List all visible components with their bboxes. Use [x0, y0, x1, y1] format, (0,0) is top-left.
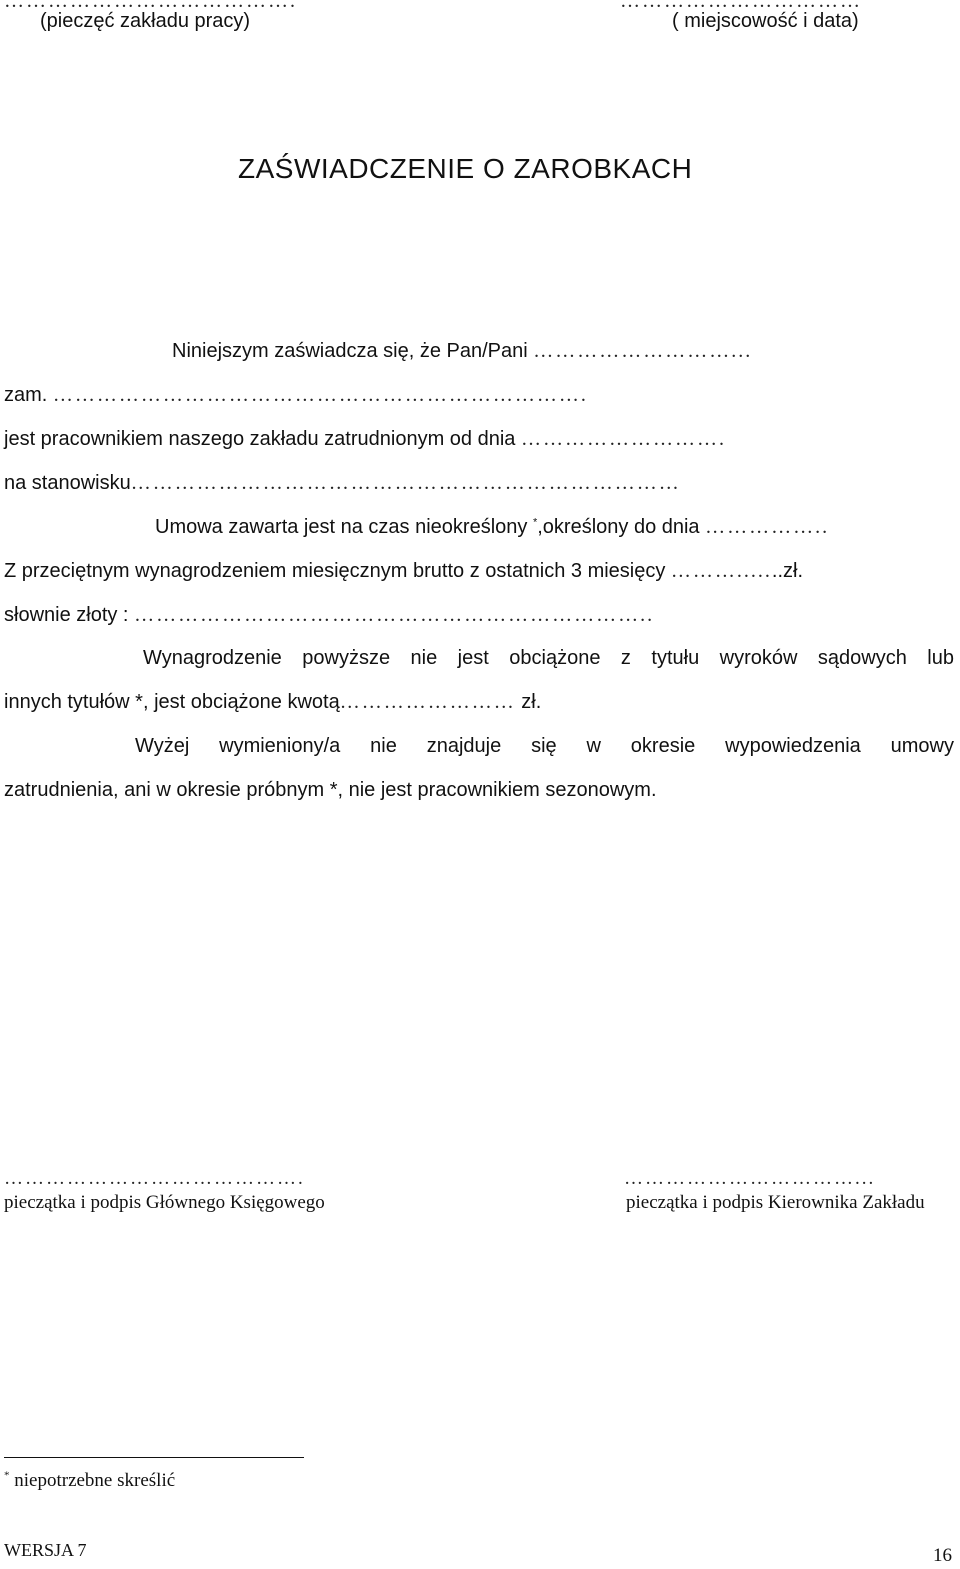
salary-words-field[interactable]: ……………………………………………………………..: [134, 604, 655, 626]
stamp-label: (pieczęć zakładu pracy): [40, 10, 251, 32]
salary-currency: ..zł.: [771, 560, 804, 582]
garnishment-paragraph-line1: Wynagrodzenie powyższe nie jest obciążone z tytułu wyroków sądowych lub: [143, 647, 954, 669]
position-field[interactable]: …………………………………………………………………: [130, 472, 681, 494]
line-contract: [155, 516, 829, 539]
line-employee: [172, 340, 752, 363]
garnishment-label: innych tytułów *, jest obciążone kwotą: [4, 691, 340, 713]
footnote-text: niepotrzebne skreślić: [14, 1470, 176, 1491]
footnote: [4, 1470, 175, 1492]
line-address: [4, 384, 588, 407]
status-paragraph-line2: zatrudnienia, ani w okresie próbnym *, nie jest pracownikiem sezonowym.: [4, 779, 657, 801]
position-label: na stanowisku: [4, 472, 131, 494]
place-date-label: ( miejscowość i data): [672, 10, 859, 32]
salary-amount-field[interactable]: ……….....: [670, 560, 772, 582]
employee-label: Niniejszym zaświadcza się, że Pan/Pani: [172, 340, 528, 362]
line-position: [4, 472, 681, 495]
status-paragraph-line1: Wyżej wymieniony/a nie znajduje się w okresie wypowiedzenia umowy: [135, 735, 954, 757]
contract-label: Umowa zawarta jest na czas nieokreślony: [155, 516, 528, 538]
employee-name-field[interactable]: ………………………...: [533, 340, 753, 362]
director-signature-label: pieczątka i podpis Kierownika Zakładu: [626, 1192, 925, 1213]
salary-words-label: słownie złoty :: [4, 604, 129, 626]
footnote-marker: *: [532, 516, 538, 529]
address-field[interactable]: ……………………………………………………………….: [52, 384, 588, 406]
place-date-dots: ……………………………: [620, 0, 862, 12]
document-title: ZAŚWIADCZENIE O ZAROBKACH: [238, 153, 693, 184]
employment-date-label: jest pracownikiem naszego zakładu zatrudnionym od dnia: [4, 428, 516, 450]
stamp-dots: ………………………………….: [4, 0, 297, 12]
version-label: WERSJA 7: [4, 1540, 87, 1560]
accountant-signature-dots[interactable]: …………………………………….: [4, 1168, 305, 1189]
footnote-divider: [4, 1457, 304, 1458]
accountant-signature-label: pieczątka i podpis Głównego Księgowego: [4, 1192, 325, 1213]
garnishment-currency: zł.: [521, 691, 542, 713]
line-employment-date: [4, 428, 726, 451]
contract-end-date-field[interactable]: ……………..: [705, 516, 830, 538]
address-label: zam.: [4, 384, 48, 406]
garnishment-amount-field[interactable]: ……………………: [339, 691, 516, 713]
garnishment-paragraph-line2: [4, 691, 541, 714]
page-number: 16: [933, 1545, 952, 1566]
footnote-star: *: [4, 1469, 10, 1482]
employment-date-field[interactable]: ……………………….: [520, 428, 726, 450]
line-salary-words: [4, 604, 654, 627]
director-signature-dots[interactable]: ……………………………...: [624, 1168, 876, 1189]
salary-label: Z przeciętnym wynagrodzeniem miesięcznym brutto z ostatnich 3 miesięcy: [4, 560, 666, 582]
line-salary: [4, 560, 803, 583]
contract-fixed-label: ,określony do dnia: [537, 516, 700, 538]
